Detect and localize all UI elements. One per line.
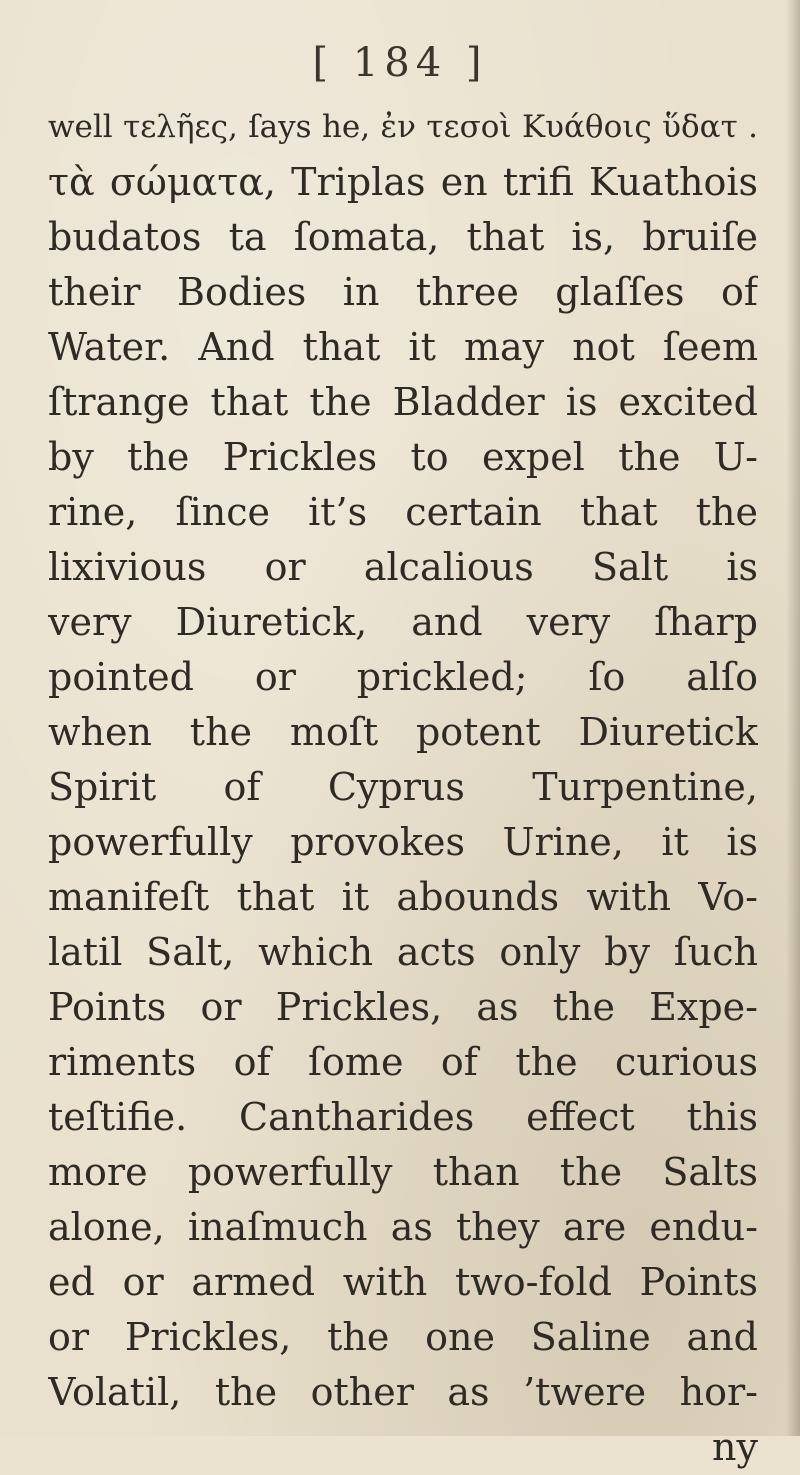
text-line: ſtrange that the Bladder is excited [48,380,758,424]
text-line: Water. And that it may not ſeem [48,325,758,369]
text-line: Spirit of Cyprus Turpentine, [48,765,758,809]
text-line: lixivious or alcalious Salt is [48,545,758,589]
text-line: manifeſt that it abounds with Vo- [48,875,758,919]
text-line: very Diuretick, and very ſharp [48,600,758,644]
text-line: pointed or prickled; ſo alſo [48,655,758,699]
text-line: Volatil, the other as ’twere hor- [48,1370,758,1414]
text-line: alone, inaſmuch as they are endu- [48,1205,758,1249]
text-line: budatos ta ſomata, that is, bruiſe [48,215,758,259]
text-line: well τελῆες, ſays he, ἐν τεσοὶ Κυάθοις ὕδατ . [48,109,758,145]
catchword: ny [712,1425,758,1469]
text-line: rine, ſince it’s certain that the [48,490,758,534]
text-line: Points or Prickles, as the Expe- [48,985,758,1029]
body-text [48,100,758,1475]
text-line: riments of ſome of the curious [48,1040,758,1084]
page-number: [ 184 ] [312,40,488,86]
text-line: latil Salt, which acts only by ſuch [48,930,758,974]
page-edge-shadow [786,0,800,1436]
text-line: τὰ σώματα, Triplas en trifi Kuathois [48,160,758,204]
text-line: powerfully provokes Urine, it is [48,820,758,864]
text-line: teſtifie. Cantharides effect this [48,1095,758,1139]
text-line: or Prickles, the one Saline and [48,1315,758,1359]
text-line: more powerfully than the Salts [48,1150,758,1194]
text-line: ed or armed with two-fold Points [48,1260,758,1304]
text-line: when the moſt potent Diuretick [48,710,758,754]
text-line: by the Prickles to expel the U- [48,435,758,479]
text-line: their Bodies in three glaſſes of [48,270,758,314]
